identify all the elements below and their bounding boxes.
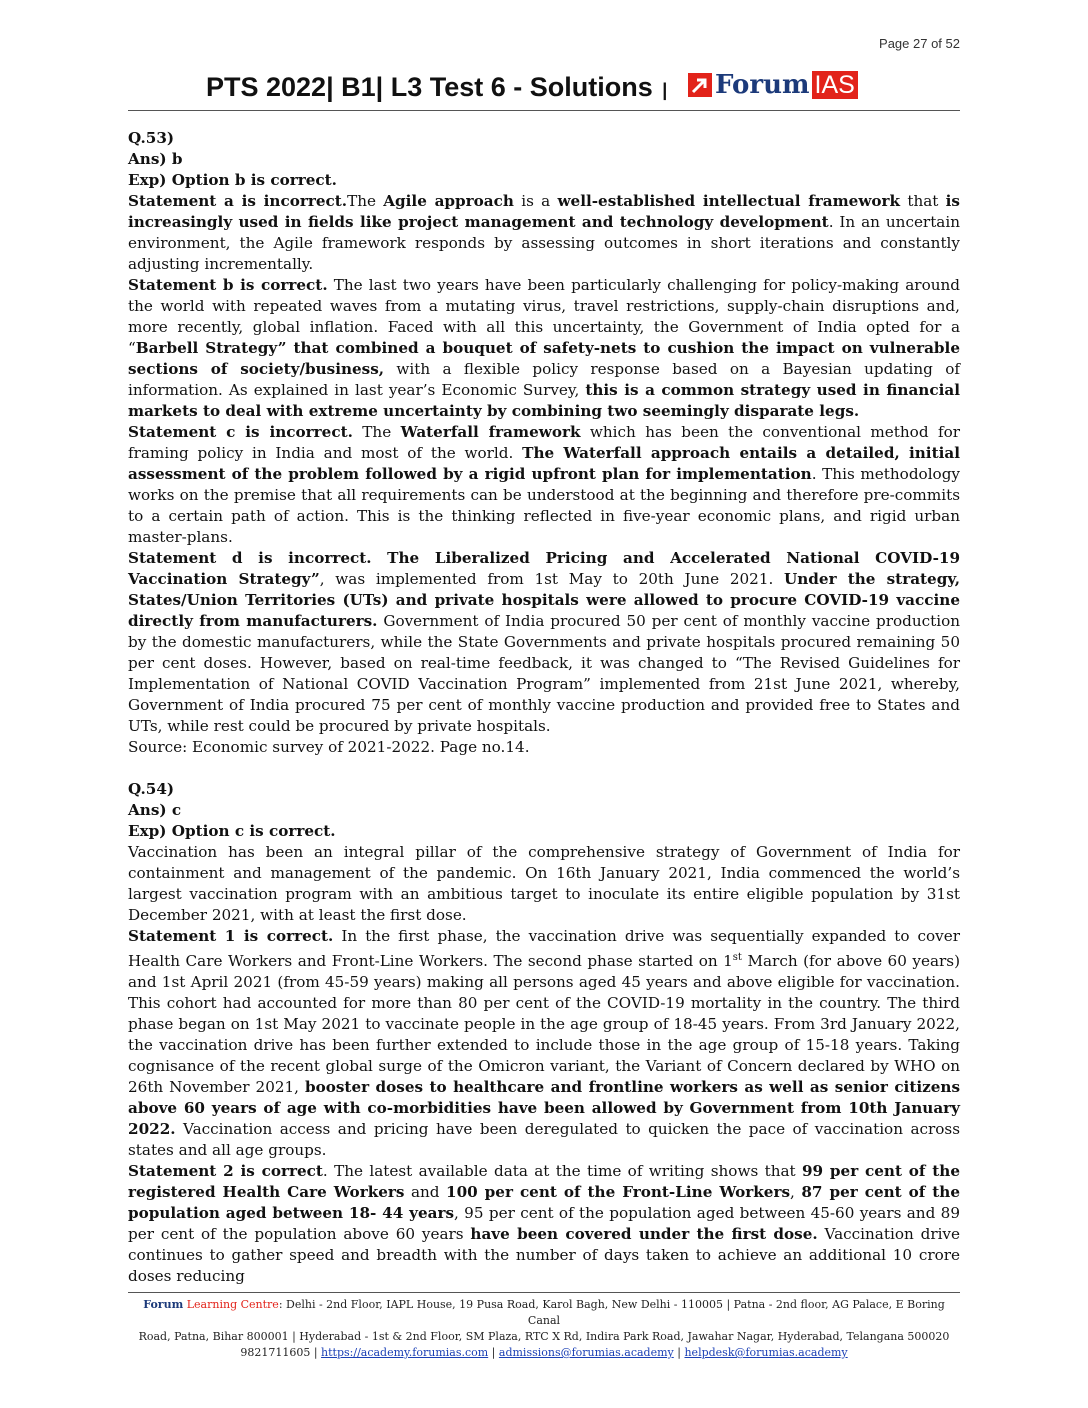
separator: | [488, 1346, 499, 1359]
text: The [347, 192, 384, 210]
spacer [128, 758, 960, 779]
text: . In an uncertain environment, the Agile framework responds by assessing outcomes in short iterations and constantly adjusting incrementally. [128, 213, 960, 273]
page-number: Page 27 of 52 [879, 36, 960, 51]
statement-a [128, 191, 960, 275]
helpdesk-email-link[interactable]: helpdesk@forumias.academy [684, 1346, 848, 1359]
page-footer [128, 1292, 960, 1361]
statement-b [128, 275, 960, 422]
statement-1 [128, 926, 960, 1161]
text: . This methodology works on the premise that all requirements can be understood at the beginning and therefore pre-commits to a certain path of action. This is the thinking reflected in five-year economic plans, and rigid urban master-plans. [128, 465, 960, 546]
text: Vaccination drive continues to gather speed and breadth with the number of days taken to achieve an additional 10 crore doses reducing [128, 1225, 961, 1286]
source-line: Source: Economic survey of 2021-2022. Page no.14. [128, 738, 530, 756]
statement-label: Statement d is incorrect. [128, 549, 372, 567]
bold-text: have been covered under the first dose. [470, 1225, 818, 1244]
text: , [790, 1183, 802, 1202]
footer-phone: 9821711605 [240, 1346, 311, 1359]
bold-text: 87 per cent of the population aged between 18- 44 years [128, 1183, 961, 1223]
arrow-icon [688, 73, 712, 97]
footer-contact-line [128, 1345, 960, 1361]
bold-text: 100 per cent of the Front-Line Workers [446, 1183, 791, 1202]
answer-line: Ans) b [128, 150, 183, 168]
bold-text: The Liberalized Pricing and Accelerated National COVID-19 Vaccination Strategy” [128, 549, 961, 588]
footer-brand-rest: Learning Centre [183, 1298, 279, 1311]
text: and [404, 1183, 447, 1202]
bold-text: Waterfall framework [400, 423, 581, 441]
text: which has been the conventional method for framing policy in India and most of the world. [128, 423, 960, 462]
bold-text: The Waterfall approach entails a detailed, initial assessment of the problem followed by a rigid upfront plan for implementation [128, 444, 960, 483]
footer-address-line-1 [128, 1297, 960, 1329]
bold-text: Barbell Strategy” that combined a bouquet of safety-nets to cushion the impact on vulnerable sections of society/business, [128, 339, 960, 378]
superscript: st [732, 952, 742, 963]
admissions-email-link[interactable]: admissions@forumias.academy [498, 1346, 674, 1359]
page-title [206, 72, 667, 103]
bold-text: this is a common strategy used in financial markets to deal with extreme uncertainty by combining two seemingly disparate legs. [128, 381, 960, 420]
statement-c [128, 422, 960, 548]
footer-line1: : Delhi - 2nd Floor, IAPL House, 19 Pusa Road, Karol Bagh, New Delhi - 110005 | Patna - 2nd floor, AG Palace, E Boring Canal [278, 1298, 945, 1327]
text: is a [513, 192, 558, 210]
text: Vaccination access and pricing have been deregulated to quicken the pace of vaccination across states and all age groups. [128, 1120, 960, 1160]
bold-text: booster doses to healthcare and frontline workers as well as senior citizens above 60 years of age with co-morbidities have been allowed by Government from 10th January 2022. [128, 1078, 960, 1139]
text: The last two years have been particularly challenging for policy-making around the world with repeated waves from a mutating virus, travel restrictions, supply-chain disruptions and, more recently, global inflation. Faced with all this uncertainty, the Government of India opted for a “ [128, 276, 960, 357]
text: Government of India procured 50 per cent of monthly vaccine production by the domestic manufacturers, while the State Governments and private hospitals procured remaining 50 per cent doses. However, based on real-time feedback, it was changed to “The Revised Guidelines for Implementation of National COVID Vaccination Program” implemented from 21st June 2021, whereby, Government of India procured 75 per cent of monthly vaccine production and provided free to States and UTs, while rest could be procured by private hospitals. [128, 612, 960, 735]
text: with a flexible policy response based on a Bayesian updating of information. As explained in last year’s Economic Survey, [128, 360, 961, 399]
statement-label: Statement a is incorrect. [128, 192, 348, 210]
bold-text: is increasingly used in fields like project management and technology development [128, 192, 960, 231]
text: In the first phase, the vaccination drive was sequentially expanded to cover Health Care Workers and Front-Line Workers. The second phase started on 1 [128, 927, 961, 971]
title-text: PTS 2022| B1| L3 Test 6 - Solutions [206, 72, 653, 102]
solutions-body [128, 128, 960, 1287]
question-number: Q.54) [128, 780, 175, 798]
statement-label: Statement 1 is correct. [128, 927, 334, 945]
forumias-logo [688, 70, 858, 100]
text: , was implemented from 1st May to 20th June 2021. [319, 570, 785, 588]
statement-label: Statement c is incorrect. [128, 423, 353, 441]
explanation-line: Exp) Option b is correct. [128, 171, 337, 189]
footer-address-line-2: Road, Patna, Bihar 800001 | Hyderabad - 1st & 2nd Floor, SM Plaza, RTC X Rd, Indira Park Road, Jawahar Nagar, Hyderabad, Telangana 500020 [138, 1330, 950, 1343]
logo-forum-text: Forum [715, 70, 810, 100]
bold-text: 99 per cent of the registered Health Care Workers [128, 1162, 960, 1202]
academy-link[interactable]: https://academy.forumias.com [321, 1346, 489, 1359]
intro-paragraph: Vaccination has been an integral pillar of the comprehensive strategy of Government of India for containment and management of the pandemic. On 16th January 2021, India commenced the world’s largest vaccination program with an ambitious target to inoculate its entire eligible population by 31st December 2021, with at least the first dose. [128, 843, 960, 924]
text: that [900, 192, 946, 210]
answer-line: Ans) c [128, 801, 182, 819]
text: , 95 per cent of the population aged between 45-60 years and 89 per cent of the population above 60 years [128, 1204, 960, 1244]
statement-label: Statement 2 is correct [128, 1162, 323, 1181]
statement-label: Statement b is correct. [128, 276, 328, 294]
footer-brand-forum: Forum [143, 1298, 184, 1311]
page-header [128, 66, 960, 111]
explanation-line: Exp) Option c is correct. [128, 822, 336, 840]
text: The [352, 423, 401, 441]
bold-text: well-established intellectual framework [557, 192, 901, 210]
title-separator: | [662, 80, 668, 100]
question-number: Q.53) [128, 129, 175, 147]
bold-text: Under the strategy, States/Union Territories (UTs) and private hospitals were allowed to procure COVID-19 vaccine directly from manufacturers. [128, 570, 960, 630]
statement-2 [128, 1161, 960, 1287]
text: March (for above 60 years) and 1st April 2021 (from 45-59 years) making all persons aged 45 years and above eligible for vaccination. This cohort had accounted for more than 80 per cent of the COVID-19 mortality in the country. The third phase began on 1st May 2021 to vaccinate people in the age group of 18-45 years. From 3rd January 2022, the vaccination drive has been further extended to include those in the age group of 15-18 years. Taking cognisance of the recent global surge of the Omicron variant, the Variant of Concern declared by WHO on 26th November 2021, [128, 952, 960, 1097]
statement-d [128, 548, 960, 737]
text: . The latest available data at the time of writing shows that [322, 1162, 802, 1181]
logo-ias-text: IAS [812, 71, 858, 99]
separator: | [673, 1346, 685, 1359]
separator: | [310, 1346, 322, 1359]
bold-text: Agile approach [383, 192, 514, 210]
